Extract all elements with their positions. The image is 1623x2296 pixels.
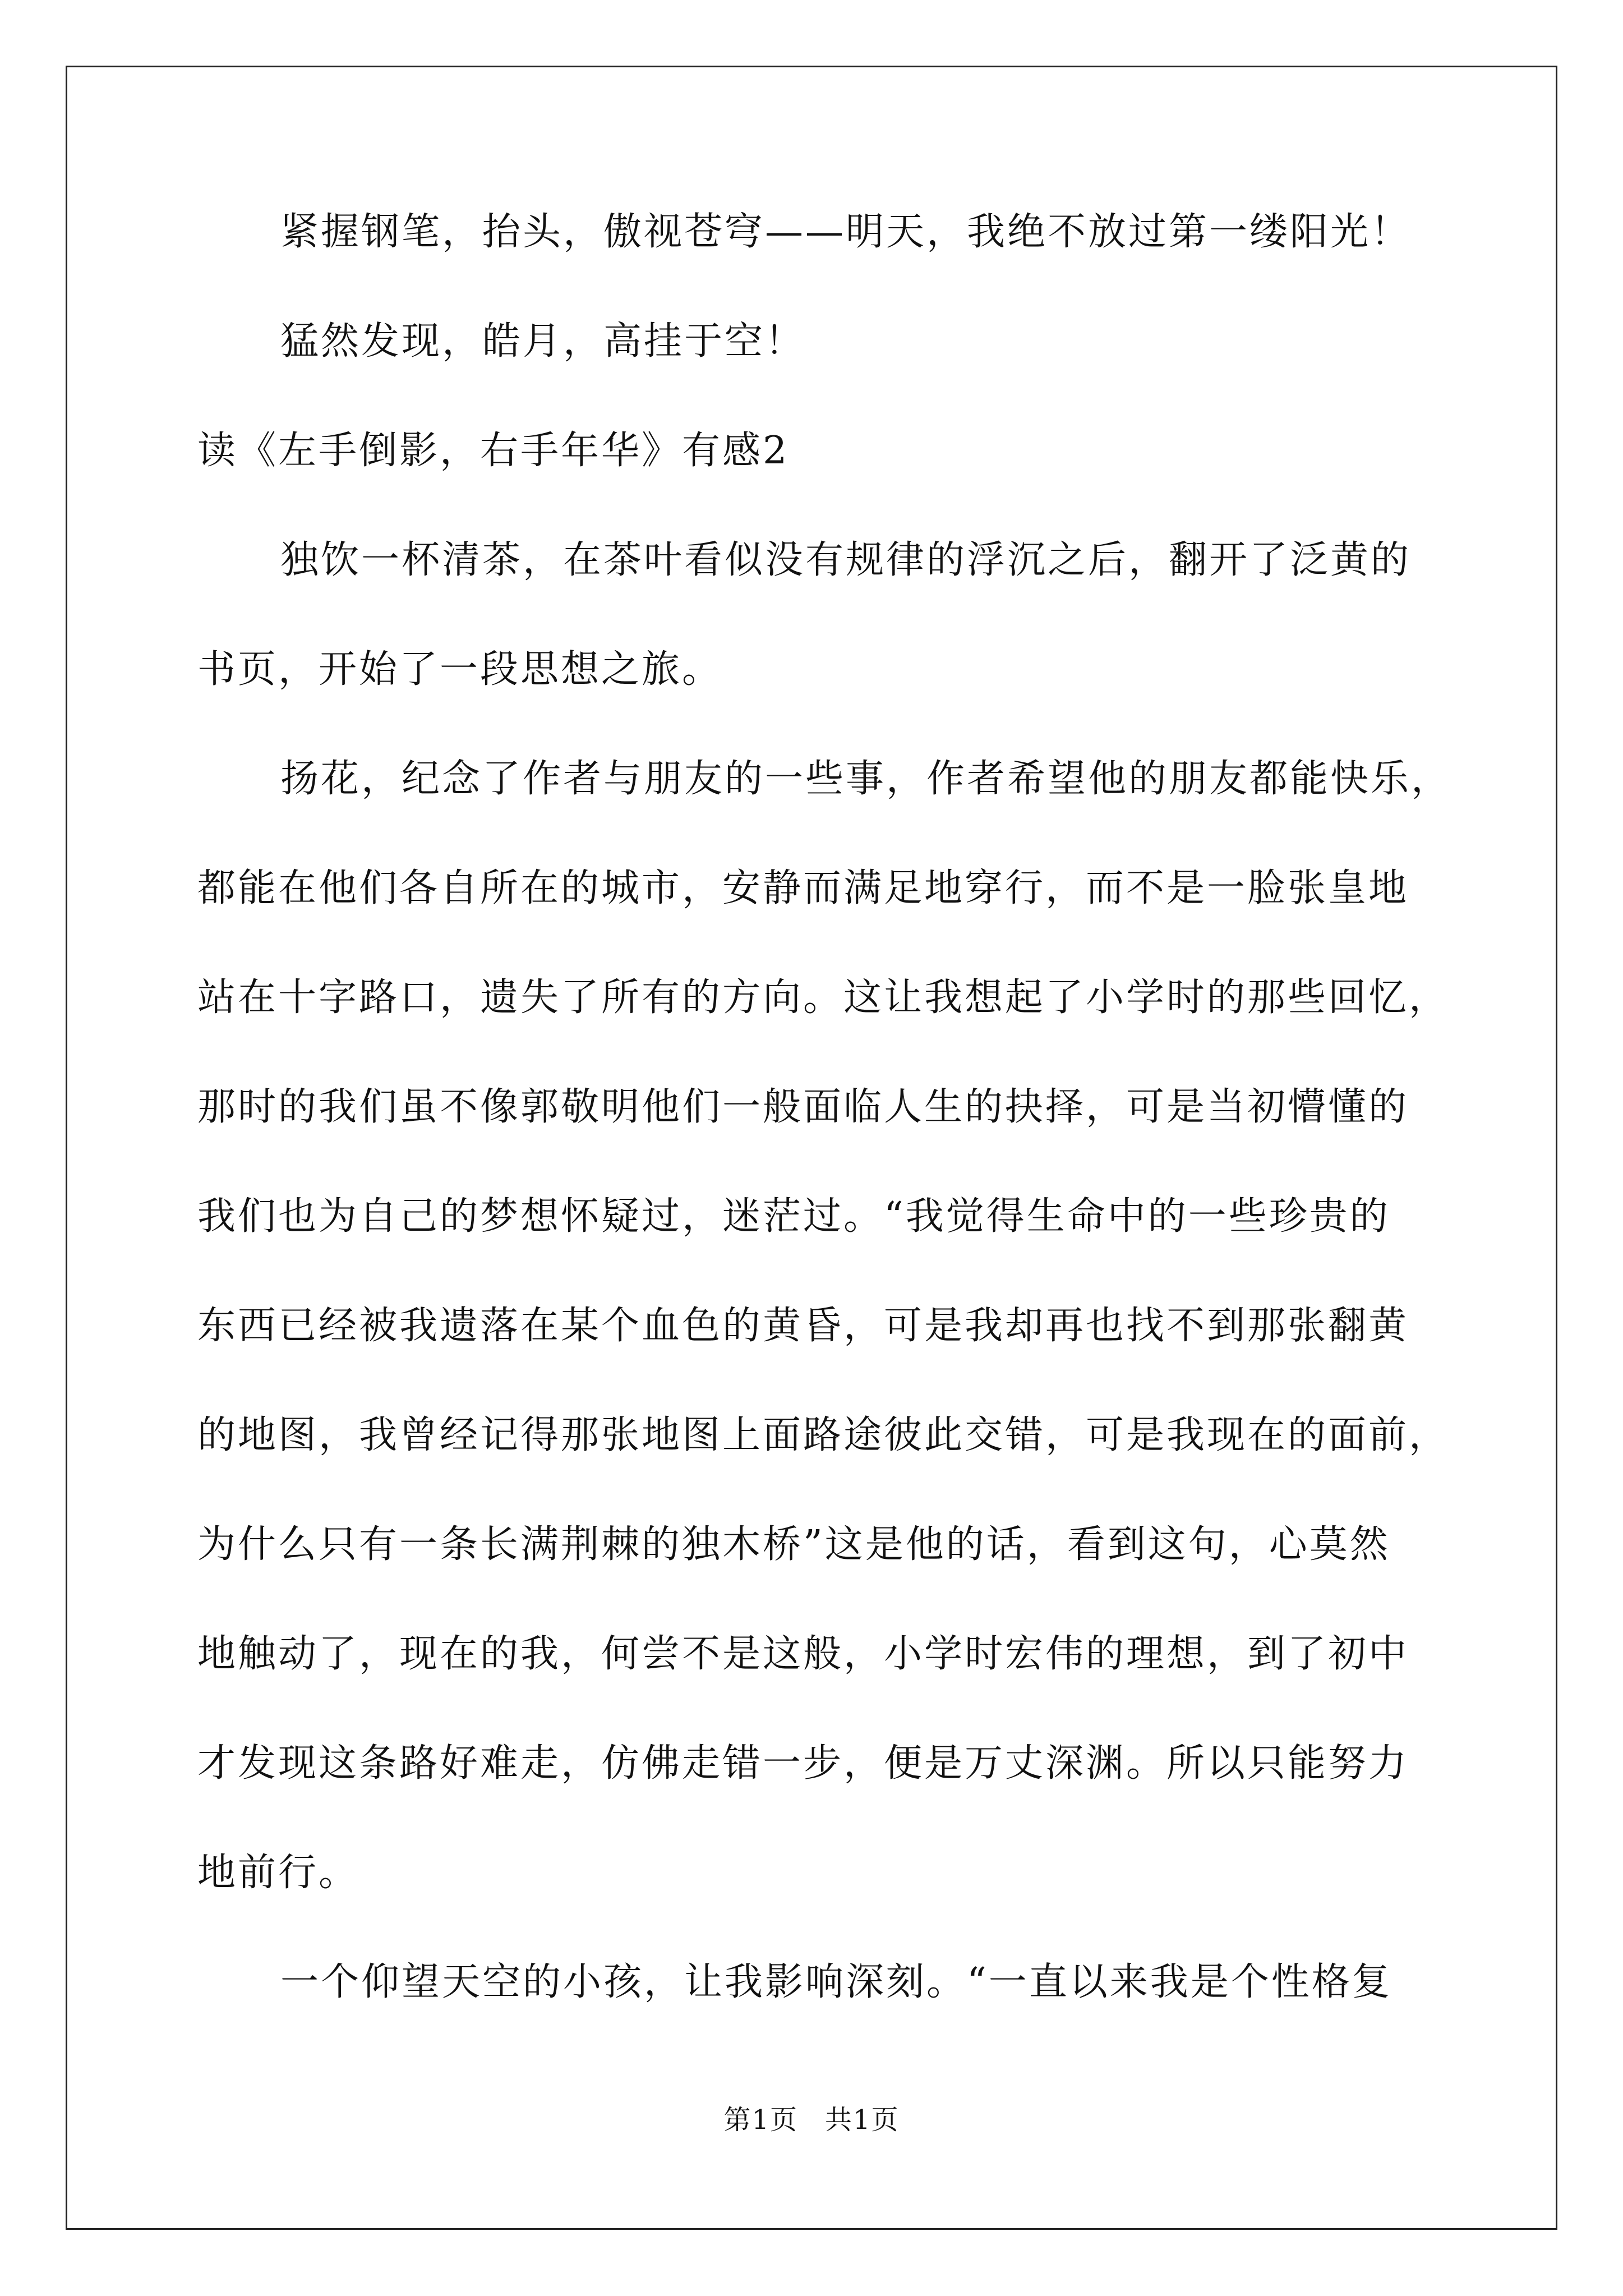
- page-number: 第1页: [723, 2104, 798, 2136]
- text-line: 地触动了，现在的我，何尝不是这般，小学时宏伟的理想，到了初中: [197, 1632, 1409, 1676]
- text-line: 猛然发现，皓月，高挂于空！: [280, 319, 806, 364]
- text-line: 都能在他们各自所在的城市，安静而满足地穿行，而不是一脸张皇地: [197, 866, 1409, 910]
- text-line: 紧握钢笔，抬头，傲视苍穹——明天，我绝不放过第一缕阳光！: [280, 210, 1412, 254]
- document-body: [197, 210, 1452, 2073]
- text-line: 站在十字路口，遗失了所有的方向。这让我想起了小学时的那些回忆，: [197, 976, 1450, 1020]
- text-line: 独饮一杯清茶，在茶叶看似没有规律的浮沉之后，翻开了泛黄的: [280, 538, 1412, 582]
- text-line: 的地图，我曾经记得那张地图上面路途彼此交错，可是我现在的面前，: [197, 1413, 1450, 1457]
- text-line: 那时的我们虽不像郭敬明他们一般面临人生的抉择，可是当初懵懂的: [197, 1085, 1409, 1129]
- section-heading: 读《左手倒影，右手年华》有感2: [197, 429, 790, 473]
- text-line: 东西已经被我遗落在某个血色的黄昏，可是我却再也找不到那张翻黄: [197, 1304, 1409, 1348]
- text-line: 地前行。: [197, 1851, 359, 1895]
- text-line: 我们也为自己的梦想怀疑过，迷茫过。“我觉得生命中的一些珍贵的: [197, 1194, 1390, 1239]
- text-line: 扬花，纪念了作者与朋友的一些事，作者希望他的朋友都能快乐，: [280, 757, 1452, 801]
- text-line: 为什么只有一条长满荆棘的独木桥”这是他的话，看到这句，心莫然: [197, 1522, 1390, 1567]
- page-footer: [0, 2104, 1623, 2136]
- text-line: 一个仰望天空的小孩，让我影响深刻。“一直以来我是个性格复: [280, 1960, 1393, 2004]
- page-total: 共1页: [825, 2104, 900, 2136]
- text-line: 书页，开始了一段思想之旅。: [197, 647, 723, 692]
- text-line: 才发现这条路好难走，仿佛走错一步，便是万丈深渊。所以只能努力: [197, 1741, 1409, 1786]
